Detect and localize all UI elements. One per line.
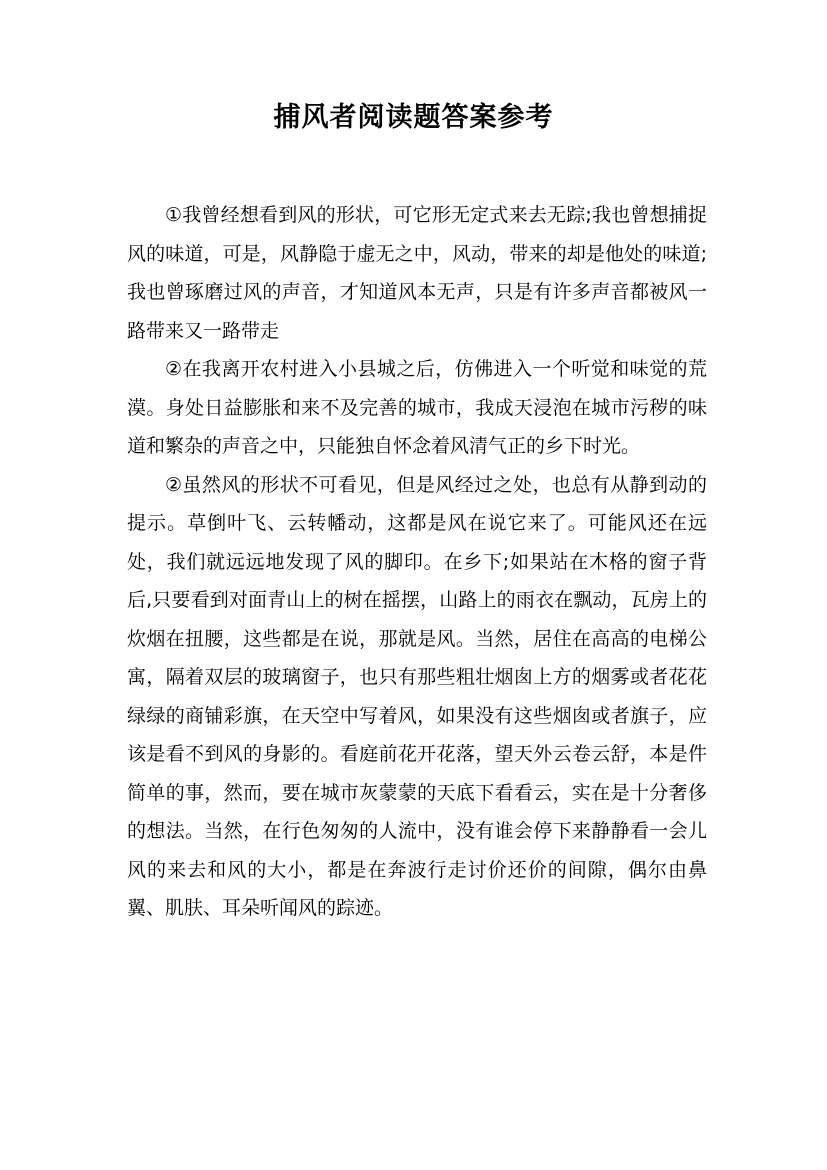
document-body [127, 196, 707, 928]
paragraph-1: ①我曾经想看到风的形状，可它形无定式来去无踪;我也曾想捕捉风的味道，可是，风静隐于虚无之中，风动，带来的却是他处的味道;我也曾琢磨过风的声音，才知道风本无声，只是有许多声音都被风一路带来又一路带走 [127, 204, 707, 342]
paragraph-2: ②在我离开农村进入小县城之后，仿佛进入一个听觉和味觉的荒漠。身处日益膨胀和来不及完善的城市，我成天浸泡在城市污秽的味道和繁杂的声音之中，只能独自怀念着风清气正的乡下时光。 [127, 358, 707, 457]
paragraph-3: ②虽然风的形状不可看见，但是风经过之处，也总有从静到动的提示。草倒叶飞、云转幡动，这都是风在说它来了。可能风还在远处，我们就远远地发现了风的脚印。在乡下;如果站在木格的窗子背后,只要看到对面青山上的树在摇摆，山路上的雨衣在飘动，瓦房上的炊烟在扭腰，这些都是在说，那就是风。当然，居住在高高的电梯公寓，隔着双层的玻璃窗子，也只有那些粗壮烟囱上方的烟雾或者花花绿绿的商铺彩旗，在天空中写着风，如果没有这些烟囱或者旗子，应该是看不到风的身影的。看庭前花开花落，望天外云卷云舒，本是件简单的事，然而，要在城市灰蒙蒙的天底下看看云，实在是十分奢侈的想法。当然，在行色匆匆的人流中，没有谁会停下来静静看一会儿风的来去和风的大小，都是在奔波行走讨价还价的间隙，偶尔由鼻翼、肌肤、耳朵听闻风的踪迹。 [127, 473, 707, 919]
document-title: 捕风者阅读题答案参考 [273, 102, 554, 133]
